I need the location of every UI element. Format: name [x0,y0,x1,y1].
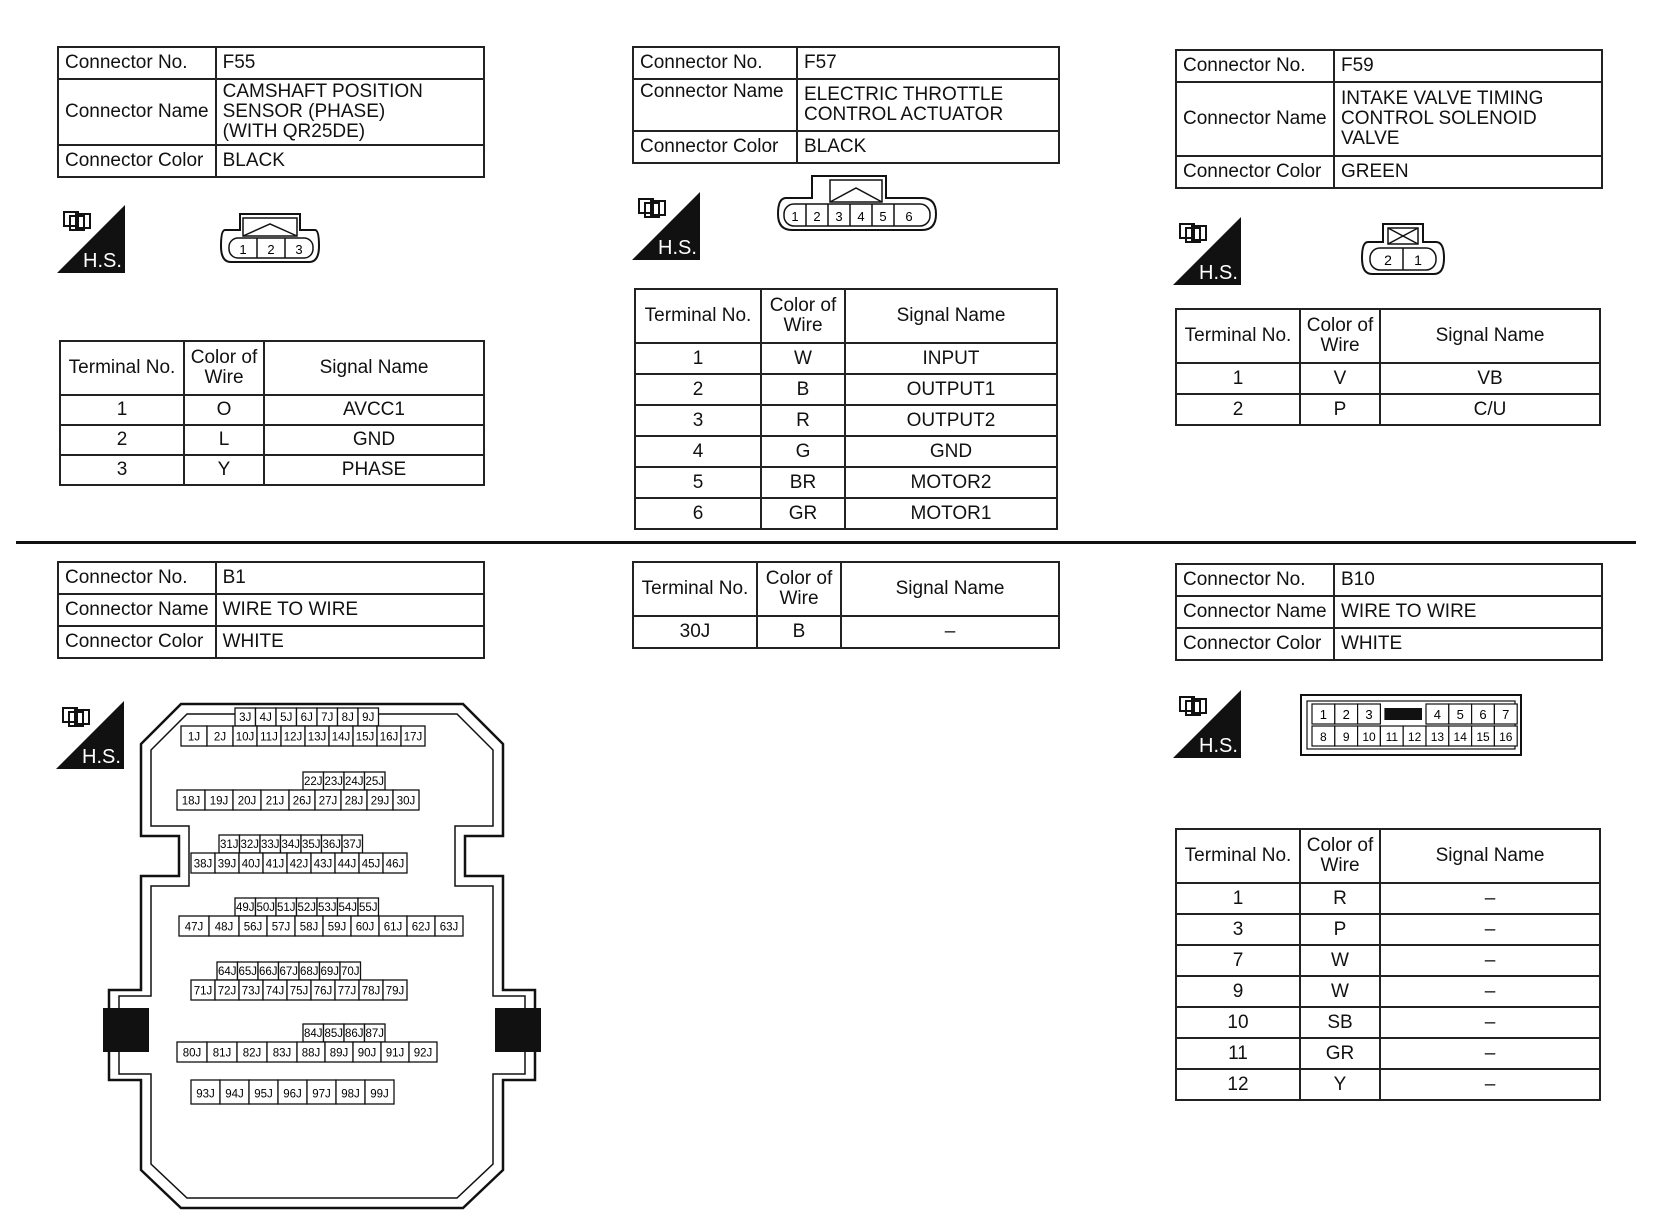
connector-no-value: B1 [216,562,484,594]
pin-label: 13J [307,731,327,744]
connector-color-value: GREEN [1334,156,1602,188]
pin-5: 5 [879,209,887,224]
wire-cell: P [1300,914,1380,945]
pin-label: 28J [344,795,364,808]
pin-label: 61J [383,921,403,934]
pin-label: 86J [344,1027,364,1040]
wire-color-header: Color of Wire [1300,829,1380,883]
signal-cell: OUTPUT1 [845,374,1057,405]
pin-label: 79J [385,985,405,998]
pin-label: 83J [272,1047,292,1060]
pin-label: 22J [303,775,323,788]
pin-label: 89J [329,1047,349,1060]
signal-cell: VB [1380,363,1600,394]
pin-label: 39J [217,858,237,871]
terminal-no-header: Terminal No. [633,562,757,616]
terminal-cell: 6 [635,498,761,529]
pin-label: 54J [338,901,358,914]
connector-color-value: BLACK [797,131,1059,163]
terminal-cell: 11 [1176,1038,1300,1069]
pin-label: 6 [1479,707,1487,722]
pin-label: 82J [242,1047,262,1060]
wire-cell: GR [1300,1038,1380,1069]
pin-label: 37J [342,838,362,851]
terminal-cell: 1 [635,343,761,374]
connector-name-label: Connector Name [633,79,797,131]
pin-label: 72J [217,985,237,998]
pin-label: 64J [217,965,237,978]
hs-icon [632,192,700,260]
pin-label: 30J [396,795,416,808]
connector-no-label: Connector No. [58,47,216,79]
wire-cell: R [1300,883,1380,914]
signal-cell: – [1380,1038,1600,1069]
pin-label: 40J [241,858,261,871]
pin-3: 3 [295,242,303,257]
f59-connector-face [1358,220,1448,280]
b10-connector-face [1300,694,1522,756]
pin-label: 70J [340,965,360,978]
f55-connector-face [215,210,325,270]
connector-color-label: Connector Color [633,131,797,163]
pin-2: 2 [267,242,275,257]
signal-cell: AVCC1 [264,395,484,425]
signal-cell: MOTOR2 [845,467,1057,498]
pin-label: 24J [344,775,364,788]
terminal-cell: 9 [1176,976,1300,1007]
connector-color-value: BLACK [216,145,484,177]
pin-label: 4J [259,711,272,724]
pin-label: 71J [193,985,213,998]
pin-label: 20J [237,795,257,808]
pin-label: 63J [439,921,459,934]
connector-no-label: Connector No. [58,562,216,594]
hs-icon [1173,217,1241,285]
pin-label: 46J [385,858,405,871]
pin-label: 62J [411,921,431,934]
pin-label: 43J [313,858,333,871]
pin-label: 41J [265,858,285,871]
signal-cell: – [1380,914,1600,945]
connector-name-value: CAMSHAFT POSITION SENSOR (PHASE) (WITH QR25DE) [216,79,484,145]
terminal-cell: 12 [1176,1069,1300,1100]
pin-label: 10 [1362,730,1376,744]
b1-terminal-table [632,561,1060,649]
pin-label: 95J [254,1088,273,1101]
connector-name-value: WIRE TO WIRE [216,594,484,626]
f59-info-table [1175,49,1603,189]
signal-name-header: Signal Name [264,341,484,395]
pin-label: 16 [1499,730,1513,744]
wire-color-header: Color of Wire [761,289,845,343]
terminal-cell: 2 [1176,394,1300,425]
pin-label: 8J [341,711,354,724]
wire-color-header: Color of Wire [757,562,841,616]
pin-label: 14J [331,731,351,744]
pin-label: 32J [240,838,260,851]
pin-label: 1J [187,731,201,744]
terminal-no-header: Terminal No. [60,341,184,395]
pin-label: 84J [303,1027,323,1040]
connector-color-value: WHITE [216,626,484,658]
wire-cell: SB [1300,1007,1380,1038]
wire-cell: O [184,395,264,425]
pin-label: 19J [209,795,229,808]
pin-label: 15J [355,731,375,744]
pin-label: 5 [1456,707,1464,722]
pin-label: 58J [299,921,319,934]
pin-label: 69J [320,965,340,978]
pin-label: 87J [365,1027,385,1040]
pin-label: 31J [219,838,239,851]
b10-info-table [1175,563,1603,661]
connector-name-value: INTAKE VALVE TIMING CONTROL SOLENOID VALVE [1334,82,1602,156]
pin-label: 1 [1319,707,1328,722]
pin-label: 12 [1407,730,1422,744]
wire-cell: BR [761,467,845,498]
terminal-cell: 3 [60,455,184,485]
pin-label: 34J [281,838,301,851]
terminal-cell: 2 [635,374,761,405]
pin-label: 36J [322,838,342,851]
terminal-cell: 30J [633,616,757,648]
connector-no-label: Connector No. [1176,50,1334,82]
wire-cell: GR [761,498,845,529]
pin-label: 74J [265,985,285,998]
terminal-cell: 1 [1176,883,1300,914]
connector-color-label: Connector Color [58,145,216,177]
pin-label: 77J [337,985,357,998]
f55-terminal-table [59,340,485,486]
terminal-cell: 7 [1176,945,1300,976]
pin-label: 81J [212,1047,232,1060]
wire-cell: W [1300,945,1380,976]
terminal-cell: 1 [1176,363,1300,394]
terminal-no-header: Terminal No. [1176,309,1300,363]
pin-label: 94J [225,1088,244,1101]
wire-cell: G [761,436,845,467]
terminal-cell: 2 [60,425,184,455]
signal-cell: – [1380,945,1600,976]
connector-color-label: Connector Color [1176,156,1334,188]
b1-info-table [57,561,485,659]
wire-cell: B [761,374,845,405]
terminal-cell: 5 [635,467,761,498]
section-divider [16,541,1636,544]
pin-label: 11 [1385,730,1399,744]
pin-2: 2 [1384,252,1392,268]
signal-name-header: Signal Name [1380,309,1600,363]
wire-cell: W [761,343,845,374]
signal-cell: GND [845,436,1057,467]
signal-name-header: Signal Name [841,562,1059,616]
pin-label: 5J [280,711,293,724]
pin-label: 73J [241,985,261,998]
pin-label: 38J [193,858,213,871]
connector-no-value: F55 [216,47,484,79]
pin-label: 26J [292,795,312,808]
wire-cell: R [761,405,845,436]
pin-label: 98J [341,1088,360,1101]
pin-label: 16J [379,731,399,744]
pin-label: 23J [324,775,344,788]
pin-label: 97J [312,1088,331,1101]
pin-3: 3 [835,209,843,224]
wire-cell: Y [184,455,264,485]
connector-name-label: Connector Name [1176,82,1334,156]
pin-label: 6J [300,711,313,724]
signal-name-header: Signal Name [845,289,1057,343]
f59-terminal-table [1175,308,1601,426]
pin-1: 1 [239,242,247,257]
pin-label: 67J [279,965,299,978]
signal-cell: – [1380,1069,1600,1100]
wire-cell: Y [1300,1069,1380,1100]
signal-cell: – [1380,976,1600,1007]
pin-label: 48J [214,921,234,934]
pin-label: 29J [370,795,390,808]
pin-label: 90J [357,1047,377,1060]
connector-color-label: Connector Color [58,626,216,658]
wire-cell: L [184,425,264,455]
f55-info-table [57,46,485,178]
pin-label: 75J [289,985,309,998]
hs-icon [1173,690,1241,758]
pin-label: 2 [1342,707,1350,722]
pin-6: 6 [905,209,913,224]
pin-label: 68J [299,965,319,978]
f57-connector-face [772,172,942,242]
pin-label: 56J [243,921,263,934]
pin-label: 7J [321,711,334,724]
pin-label: 88J [301,1047,321,1060]
terminal-cell: 4 [635,436,761,467]
pin-label: 96J [283,1088,302,1101]
signal-cell: GND [264,425,484,455]
pin-label: 60J [355,921,375,934]
pin-label: 10J [235,731,255,744]
connector-no-value: B10 [1334,564,1602,596]
pin-label: 15 [1476,730,1490,744]
pin-label: 49J [235,901,255,914]
pin-label: 59J [327,921,347,934]
terminal-cell: 3 [1176,914,1300,945]
wire-color-header: Color of Wire [184,341,264,395]
pin-label: 99J [370,1088,389,1101]
pin-label: 33J [260,838,280,851]
pin-label: 78J [361,985,381,998]
terminal-cell: 3 [635,405,761,436]
signal-cell: – [841,616,1059,648]
pin-label: 9J [362,711,375,724]
connector-no-label: Connector No. [1176,564,1334,596]
connector-name-value: WIRE TO WIRE [1334,596,1602,628]
signal-cell: – [1380,883,1600,914]
pin-label: 11J [260,731,278,744]
pin-label: 45J [361,858,381,871]
connector-no-value: F59 [1334,50,1602,82]
wire-cell: P [1300,394,1380,425]
hs-label: H.S. [83,250,122,272]
signal-cell: INPUT [845,343,1057,374]
pin-label: 25J [365,775,385,788]
pin-label: 3 [1365,707,1373,722]
signal-cell: – [1380,1007,1600,1038]
pin-label: 3J [239,711,252,724]
pin-label: 55J [358,901,378,914]
pin-label: 66J [258,965,278,978]
blocked-cavity [1384,708,1422,720]
connector-name-label: Connector Name [58,594,216,626]
pin-1: 1 [1414,252,1422,268]
pin-label: 18J [181,795,201,808]
pin-label: 93J [196,1088,215,1101]
pin-label: 47J [184,921,204,934]
hs-label: H.S. [1199,735,1238,757]
pin-label: 50J [256,901,276,914]
hs-label: H.S. [1199,262,1238,284]
hs-label: H.S. [82,746,121,768]
pin-label: 21J [265,795,285,808]
pin-label: 91J [385,1047,405,1060]
signal-name-header: Signal Name [1380,829,1600,883]
pin-2: 2 [813,209,821,224]
pin-label: 14 [1453,730,1467,744]
pin-label: 7 [1502,707,1510,722]
pin-label: 52J [297,901,317,914]
pin-label: 2J [213,731,227,744]
connector-name-label: Connector Name [1176,596,1334,628]
pin-label: 85J [324,1027,344,1040]
connector-name-value: ELECTRIC THROTTLE CONTROL ACTUATOR [797,79,1059,131]
hs-label: H.S. [658,237,697,259]
hs-icon [57,205,125,273]
signal-cell: OUTPUT2 [845,405,1057,436]
terminal-no-header: Terminal No. [635,289,761,343]
b1-connector-face [85,700,565,1210]
pin-label: 27J [318,795,338,808]
pin-label: 76J [313,985,333,998]
pin-label: 35J [301,838,321,851]
pin-label: 42J [289,858,309,871]
wire-cell: V [1300,363,1380,394]
signal-cell: MOTOR1 [845,498,1057,529]
pin-label: 80J [182,1047,202,1060]
pin-label: 12J [283,731,303,744]
pin-label: 17J [403,731,423,744]
signal-cell: PHASE [264,455,484,485]
wire-color-header: Color of Wire [1300,309,1380,363]
pin-label: 44J [337,858,357,871]
pin-4: 4 [857,209,865,224]
pin-label: 92J [413,1047,433,1060]
f57-info-table [632,46,1060,164]
terminal-cell: 1 [60,395,184,425]
connector-no-value: F57 [797,47,1059,79]
wire-cell: W [1300,976,1380,1007]
pin-label: 8 [1320,730,1327,744]
pin-label: 57J [271,921,291,934]
terminal-cell: 10 [1176,1007,1300,1038]
connector-color-label: Connector Color [1176,628,1334,660]
pin-label: 65J [238,965,258,978]
wire-cell: B [757,616,841,648]
f57-terminal-table [634,288,1058,530]
b10-terminal-table [1175,828,1601,1101]
pin-label: 13 [1430,730,1445,744]
pin-label: 4 [1433,707,1442,722]
pin-label: 9 [1342,730,1350,744]
terminal-no-header: Terminal No. [1176,829,1300,883]
signal-cell: C/U [1380,394,1600,425]
pin-label: 51J [276,901,296,914]
pin-1: 1 [791,209,799,224]
connector-color-value: WHITE [1334,628,1602,660]
connector-name-label: Connector Name [58,79,216,145]
connector-no-label: Connector No. [633,47,797,79]
pin-label: 53J [317,901,337,914]
